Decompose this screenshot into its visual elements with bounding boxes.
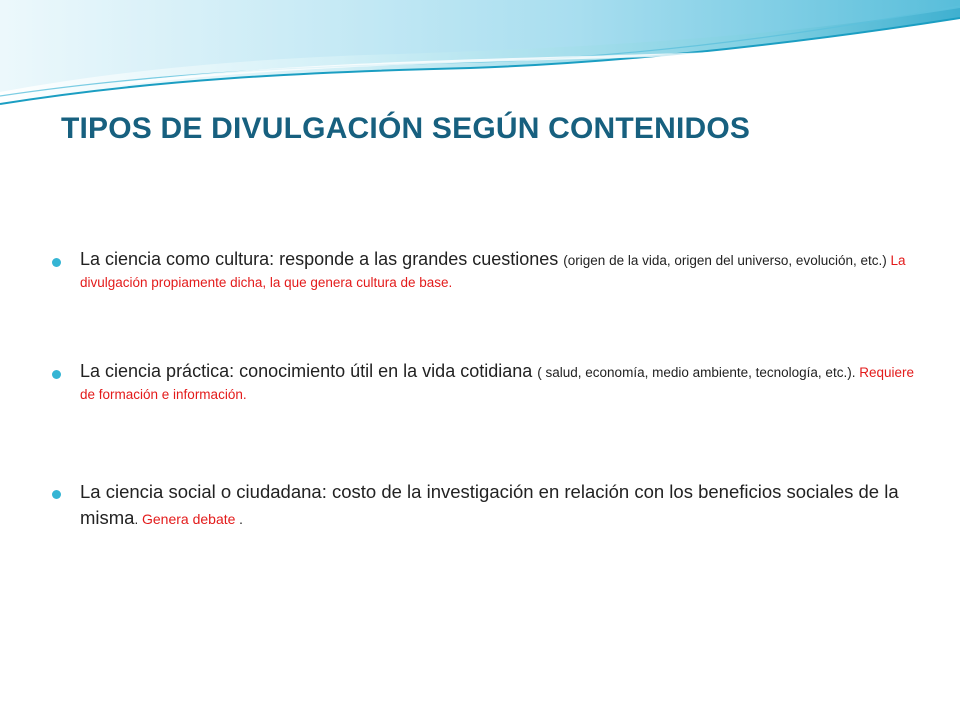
bullet-text xyxy=(80,480,930,532)
bullet-dot-icon xyxy=(52,370,61,379)
header-wave-decoration xyxy=(0,0,960,120)
slide-title: TIPOS DE DIVULGACIÓN SEGÚN CONTENIDOS xyxy=(61,112,751,145)
bullet-lead: La ciencia como cultura: responde a las grandes cuestiones xyxy=(80,249,564,269)
bullet-text xyxy=(80,360,930,406)
bullet-detail: . xyxy=(134,512,142,527)
bullet-lead: La ciencia social o ciudadana: costo de la investigación en relación con los beneficios sociales de la misma xyxy=(80,481,899,528)
bullet-lead: La ciencia práctica: conocimiento útil en la vida cotidiana xyxy=(80,361,538,381)
bullet-item-social xyxy=(52,480,930,532)
bullet-detail: (origen de la vida, origen del universo, evolución, etc.) xyxy=(563,253,887,268)
bullet-item-cultura xyxy=(52,248,930,294)
bullet-note: Requiere de formación e información. xyxy=(80,365,914,402)
bullet-tail: . xyxy=(235,512,243,527)
bullet-item-practica xyxy=(52,360,930,406)
bullet-note: Genera debate xyxy=(142,511,236,527)
bullet-note: La divulgación propiamente dicha, la que genera cultura de base. xyxy=(80,253,906,290)
bullet-dot-icon xyxy=(52,258,61,267)
bullet-detail: ( salud, economía, medio ambiente, tecnología, etc.). xyxy=(537,365,856,380)
bullet-dot-icon xyxy=(52,490,61,499)
bullet-text xyxy=(80,248,930,294)
